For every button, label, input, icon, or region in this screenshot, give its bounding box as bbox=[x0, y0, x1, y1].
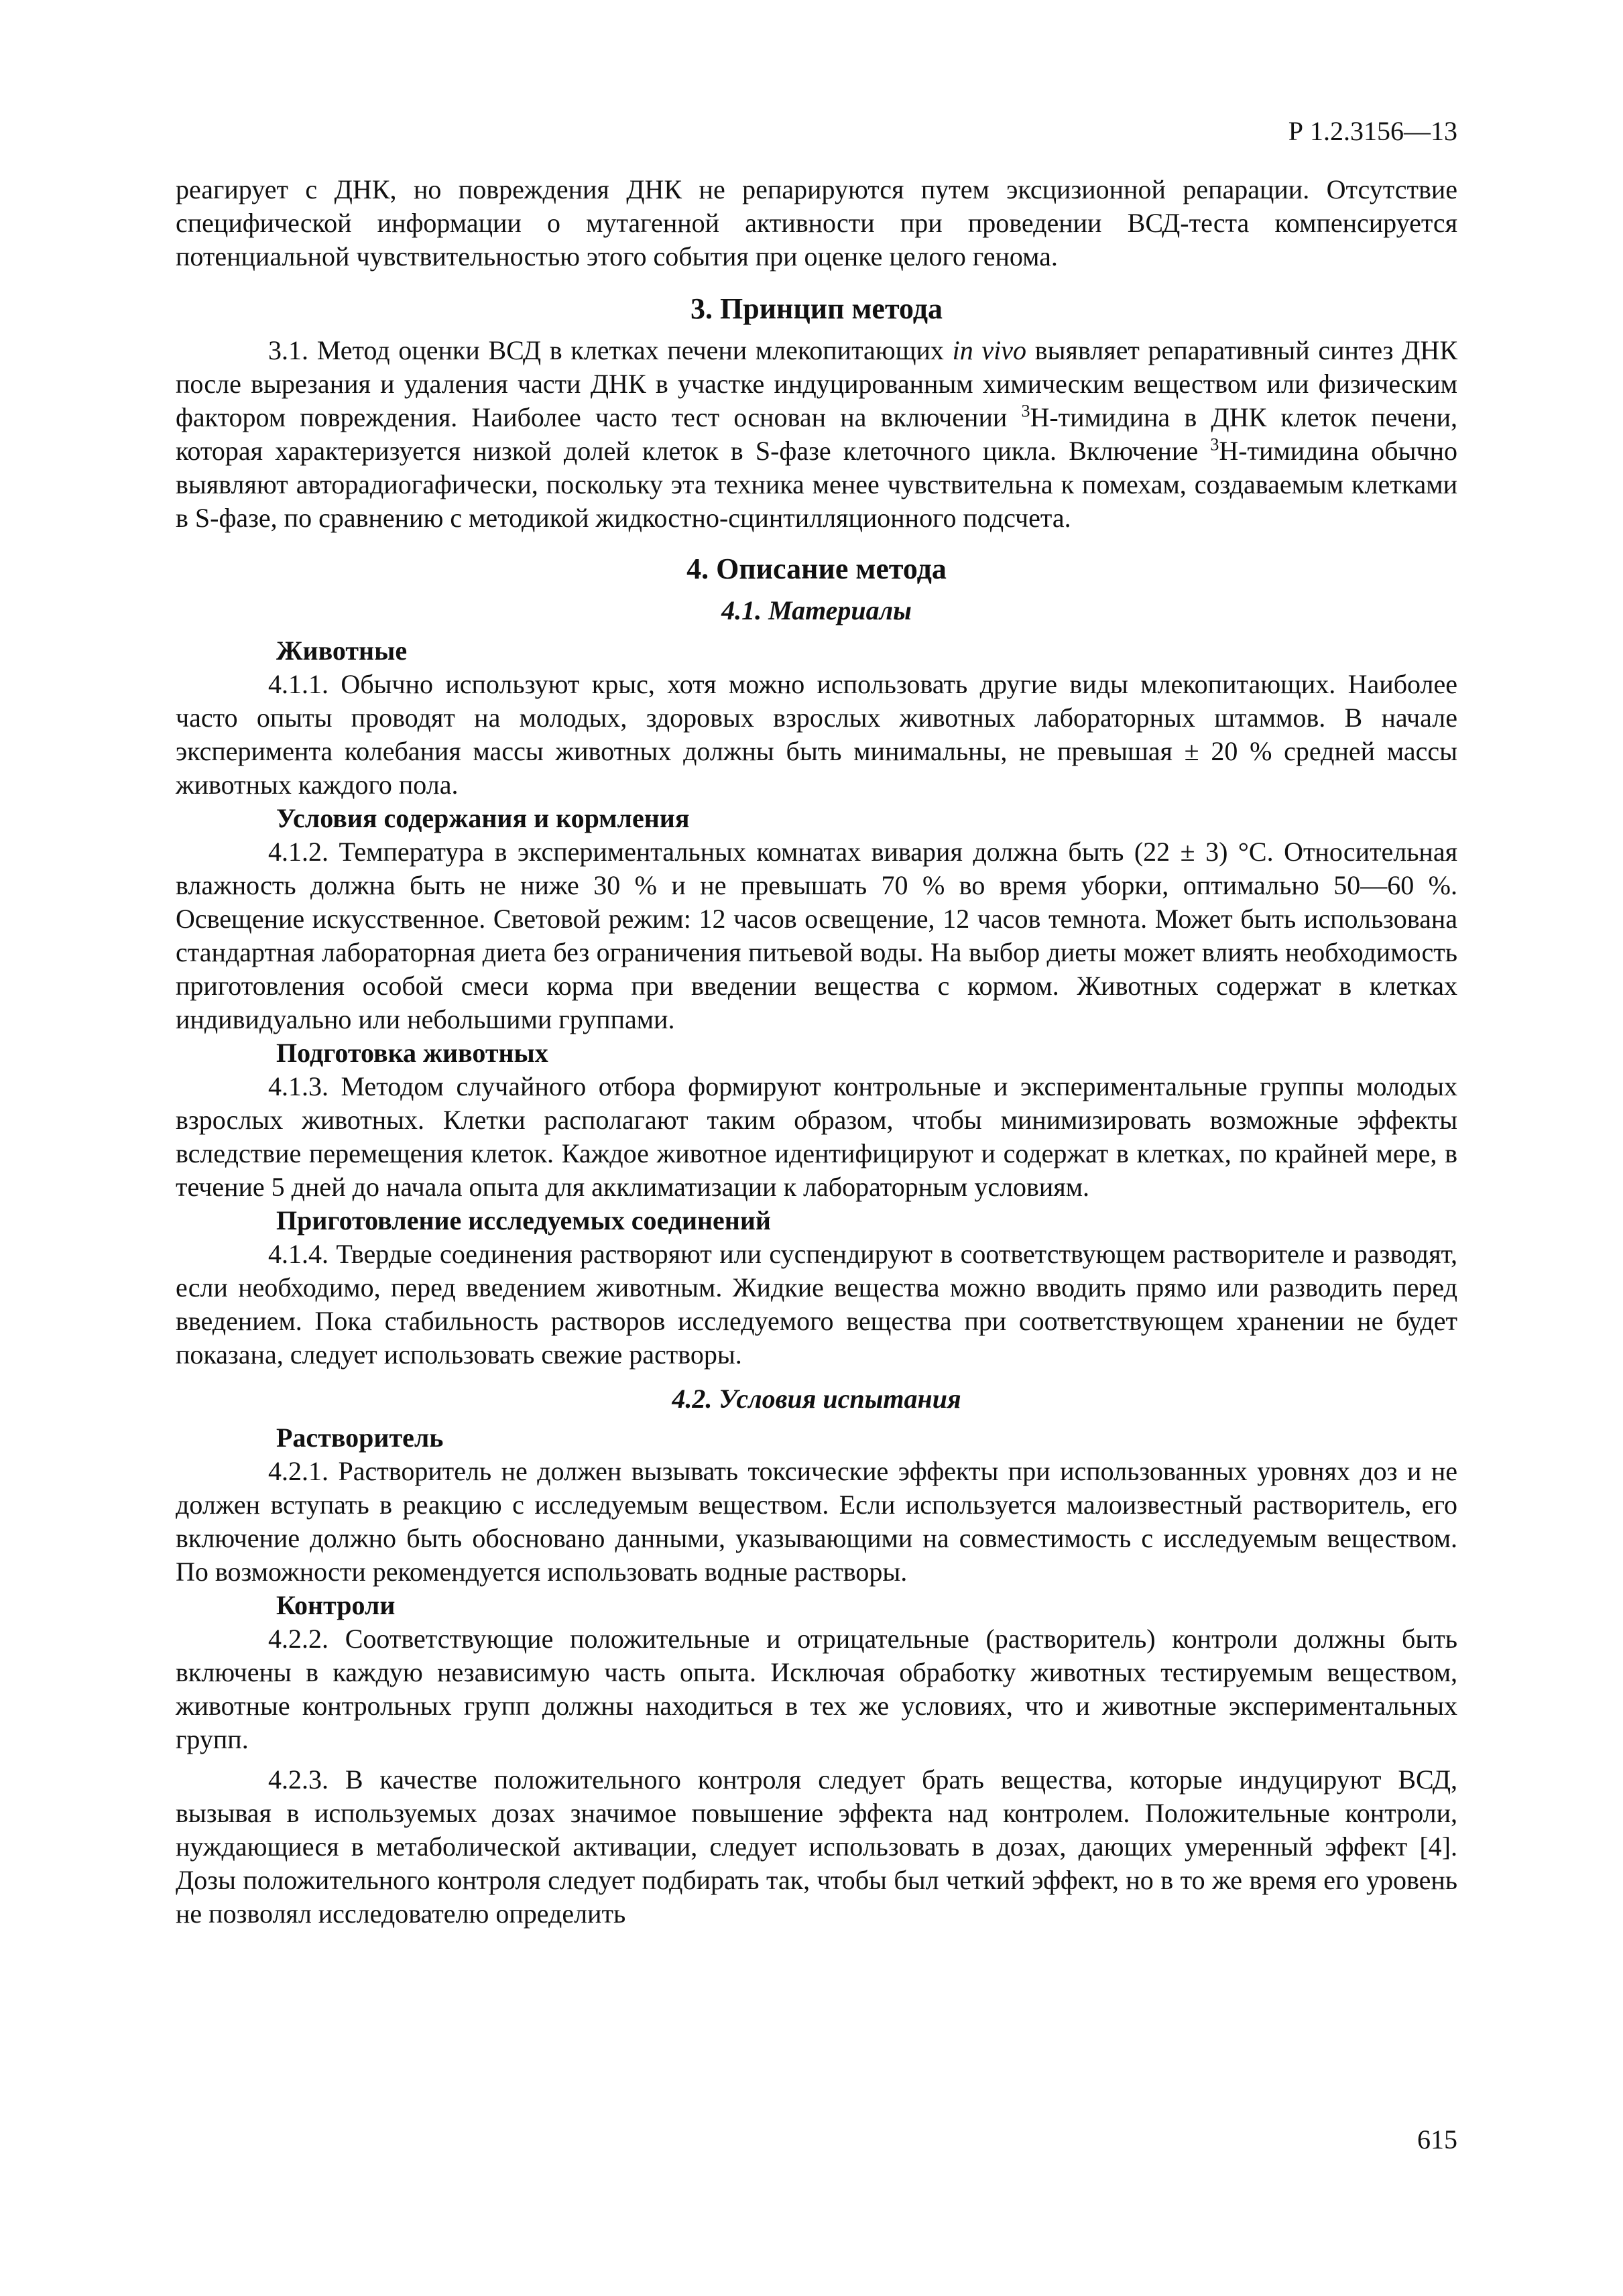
paragraph-4-2-3: 4.2.3. В качестве положительного контроля следует брать вещества, которые индуцируют ВСД, вызывая в используемых дозах значимое повышение эффекта над контролем. Положительные контроли, нуждающиеся в метаболической активации, следует использовать в дозах, дающих умеренный эффект [4]. Дозы положительного контроля следует подбирать так, чтобы был четкий эффект, но в то же время его уровень не позволял исследователю определить bbox=[176, 1764, 1457, 1929]
section-3-heading: 3. Принцип метода bbox=[690, 292, 943, 325]
paragraph-4-1-2: 4.1.2. Температура в экспериментальных комнатах вивария должна быть (22 ± 3) °С. Относительная влажность должна быть не ниже 30 % и не превышать 70 % во время уборки, оптимально 50—60 %. Освещение искусственное. Световой режим: 12 часов освещение, 12 часов темнота. Может быть использована стандартная лабораторная диета без ограничения питьевой воды. На выбор диеты может влиять необходимость приготовления особой смеси корма при введении вещества с кормом. Животных содержат в клетках индивидуально или небольшими группами. bbox=[176, 837, 1457, 1034]
controls-heading: Контроли bbox=[276, 1590, 396, 1620]
paragraph-4-2-1: 4.2.1. Растворитель не должен вызывать токсические эффекты при использованных уровнях доз и не должен вступать в реакцию с исследуемым веществом. Если используется малоизвестный растворитель, его включение должно быть обосновано данными, указывающими на совместимость с исследуемым веществом. По возможности рекомендуется использовать водные растворы. bbox=[176, 1456, 1457, 1587]
paragraph-4-1-3: 4.1.3. Методом случайного отбора формируют контрольные и экспериментальные группы молодых взрослых животных. Клетки располагают таким образом, чтобы минимизировать возможные эффекты вследствие перемещения клеток. Каждое животное идентифицируют и содержат в клетках, по крайней мере, в течение 5 дней до начала опыта для акклиматизации к лабораторным условиям. bbox=[176, 1071, 1457, 1202]
paragraph-3-1: 3.1. Метод оценки ВСД в клетках печени млекопитающих in vivo выявляет репаративный синтез ДНК после вырезания и удаления части ДНК в участке индуцированным химическим веществом или физическим фактором повреждения. Наиболее часто тест основан на включении $^3$Н-тимидина в ДНК клеток печени, которая характеризуется низкой долей клеток в S-фазе клеточного цикла. Включение $^3$Н-тимидина обычно выявляют авторадиогафически, поскольку эта техника менее чувствительна к помехам, создаваемым клетками в S-фазе, по сравнению с методикой жидкостно-сцинтилляционного подсчета. bbox=[176, 335, 1458, 533]
subsection-4-1-heading: 4.1. Материалы bbox=[721, 595, 912, 625]
intro-paragraph: реагирует с ДНК, но повреждения ДНК не репарируются путем эксцизионной репарации. Отсутствие специфической информации о мутагенной активности при проведении ВСД-теста компенсируется потенциальной чувствительностью этого события при оценке целого генома. bbox=[176, 174, 1457, 271]
animals-heading: Животные bbox=[276, 636, 408, 666]
section-4-heading: 4. Описание метода bbox=[686, 552, 947, 585]
page-number: 615 bbox=[1417, 2124, 1457, 2155]
compounds-preparation-heading: Приготовление исследуемых соединений bbox=[276, 1205, 771, 1235]
paragraph-4-1-1: 4.1.1. Обычно используют крыс, хотя можно использовать другие виды млекопитающих. Наиболее часто опыты проводят на молодых, здоровых взрослых животных лабораторных штаммов. В начале эксперимента колебания массы животных должны быть минимальны, не превышая ± 20 % средней массы животных каждого пола. bbox=[176, 669, 1457, 800]
document-code: Р 1.2.3156—13 bbox=[1288, 116, 1457, 146]
document-page bbox=[176, 0, 1457, 2296]
paragraph-4-2-2: 4.2.2. Соответствующие положительные и отрицательные (растворитель) контроли должны быть включены в каждую независимую часть опыта. Исключая обработку животных тестируемым веществом, животные контрольных групп должны находиться в тех же условиях, что и животные экспериментальных групп. bbox=[176, 1624, 1457, 1754]
document-body bbox=[176, 173, 1457, 1931]
animal-preparation-heading: Подготовка животных bbox=[276, 1038, 548, 1068]
in-vivo-italic: in vivo bbox=[952, 335, 1027, 365]
subsection-4-2-heading: 4.2. Условия испытания bbox=[672, 1384, 961, 1414]
paragraph-4-1-4: 4.1.4. Твердые соединения растворяют или суспендируют в соответствующем растворителе и разводят, если необходимо, перед введением животным. Жидкие вещества можно вводить прямо или разводить перед введением. Пока стабильность растворов исследуемого вещества при соответствующем хранении не будет показана, следует использовать свежие растворы. bbox=[176, 1239, 1457, 1370]
solvent-heading: Растворитель bbox=[276, 1423, 444, 1453]
housing-heading: Условия содержания и кормления bbox=[276, 803, 690, 833]
